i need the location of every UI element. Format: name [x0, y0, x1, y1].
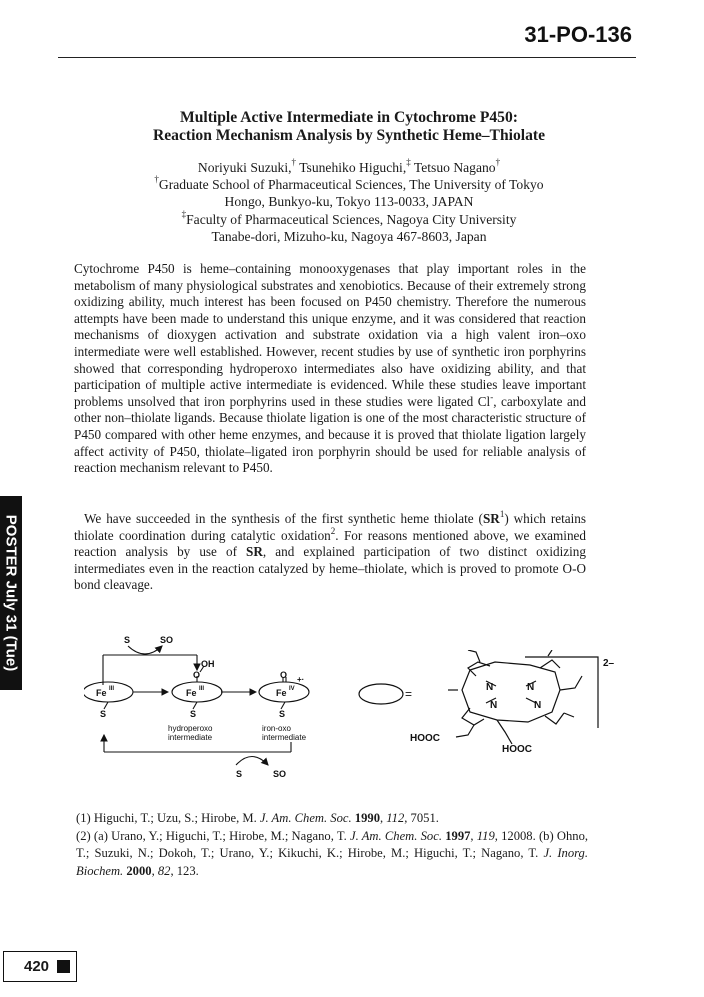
author-3-mark: †: [495, 157, 501, 167]
oh-label: OH: [201, 659, 215, 669]
s-bond-3: [281, 702, 285, 709]
paper-title: [60, 109, 638, 145]
author-2-mark: ‡: [406, 157, 411, 167]
author-2: Tsunehiko Higuchi,: [299, 160, 407, 175]
propionate-2: [497, 720, 512, 744]
fe-label-2: Fe: [186, 688, 197, 698]
affiliation-1-mark: †: [154, 174, 159, 185]
ironoxo-label-1: iron-oxo: [262, 724, 291, 733]
hooc-label-1: HOOC: [410, 733, 440, 744]
fe-ox-2: III: [199, 686, 205, 692]
vinyl-right: [560, 676, 582, 690]
s-bond-2: [193, 702, 197, 709]
heme-ellipse-legend: [359, 684, 403, 704]
affiliation-2-text: Faculty of Pharmaceutical Sciences, Nagoya City University: [186, 211, 517, 227]
p1-text-b: , carboxylate and other non–thiolate ligands. Because thiolate ligation is one of the most characteristic structure of P450 compared with other heme enzymes, and because it is proved that thiolate ligation largely affect activity of P450, thiolate–ligated iron porphyrin should be used for reliable analysis of reaction mechanism relevant to P450.: [74, 393, 586, 476]
ref1-volume: 112: [386, 811, 405, 825]
author-1: Noriyuki Suzuki,: [197, 160, 292, 175]
title-line-1: Multiple Active Intermediate in Cytochrome P450:: [180, 109, 518, 126]
fe-label-1: Fe: [96, 688, 107, 698]
ref2b-volume: 82: [157, 863, 171, 878]
o-label-2: O: [193, 670, 201, 680]
propionate-1: [456, 725, 474, 737]
affiliation-1: [60, 176, 638, 193]
p1-text-a: Cytochrome P450 is heme–containing monooxygenases that play important roles in the metabolism of many physiological substrates and xenobiotics. Because of their extremely strong oxidizing ability, much interest has been focused on P450 chemistry. Therefore the numerous attempts have been made to understand this unique enzyme, and it was considered that reaction mechanisms of dioxygen activation and substrate oxidation via a high valent iron–oxo intermediate were well established. However, recent studies by use of synthetic iron porphyrins showed that corresponding hydroperoxo intermediates also have oxidizing ability, and that participation of multiple active intermediate is evidenced. While these studies leave important problems unsolved that iron porphyrins used in these studies were ligated Cl: [74, 261, 586, 409]
n-label-4: N: [534, 700, 542, 711]
reference-1: (1) Higuchi, T.; Uzu, S.; Hirobe, M. J. Am. Chem. Soc. 1990, 112, 7051.: [76, 811, 439, 825]
reaction-scheme: [84, 622, 344, 782]
p2-text-d: , and explained participation of two distinct oxidizing intermediates even in the reaction catalyzed by heme–thiolate, which is proved to promote O-O bond cleavage.: [74, 544, 586, 593]
scheme-bottom-arc: [236, 757, 268, 766]
pyrrole-bottom-right: [545, 713, 564, 724]
s-bond-1: [104, 702, 108, 709]
ref1-journal: J. Am. Chem. Soc.: [259, 811, 352, 825]
p1-superscript: -: [490, 391, 494, 402]
fe-label-3: Fe: [276, 688, 287, 698]
page-marker-square: [57, 960, 70, 973]
ref2b-year: 2000: [126, 863, 152, 878]
ref2-pages: , 12008. (b) Ohno, T.; Suzuki, N.; Dokoh, T.; Urano, Y.; Kikuchi, K.; Hirobe, M.; Higuchi, T.; Nagano, T.: [76, 828, 589, 860]
bottom-so-label: SO: [273, 769, 287, 779]
pyrrole-bottom-left: [462, 708, 484, 725]
body-paragraph-1: [74, 261, 586, 477]
top-s-label: S: [124, 635, 131, 645]
heme-ellipse-1: [84, 682, 133, 702]
poster-session-tab: [0, 496, 22, 690]
reference-2: (2) (a) Urano, Y.; Higuchi, T.; Hirobe, M.; Nagano, T. J. Am. Chem. Soc. 1997, 119, 12008. (b) Ohno, T.; Suzuki, N.; Dokoh, T.; Urano, Y.; Kikuchi, K.; Hirobe, M.; Higuchi, T.; Nagano, T. J. Inorg. Biochem. 2000, 82, 123.: [76, 828, 589, 878]
p2-text-b: ) which retains thiolate coordination during catalytic oxidation: [74, 511, 586, 543]
ref2-journal: J. Am. Chem. Soc.: [350, 828, 442, 843]
radical-label: +·: [297, 675, 305, 684]
fe-ox-1: III: [109, 686, 115, 692]
p2-sr-2: SR: [246, 544, 263, 560]
affiliation-1-text: Graduate School of Pharmaceutical Sciences, The University of Tokyo: [158, 177, 544, 193]
ref2b-journal: J. Inorg. Biochem.: [76, 846, 588, 878]
vinyl-top: [468, 650, 480, 662]
header-rule: [58, 57, 636, 58]
ref1-year: 1990: [354, 811, 380, 825]
bottom-s-label: S: [236, 769, 243, 779]
ref2-authors: (2) (a) Urano, Y.; Higuchi, T.; Hirobe, M.; Nagano, T.: [76, 828, 350, 843]
poster-session-label: POSTER July 31 (Tue): [2, 514, 20, 672]
body-paragraph-2: [74, 511, 586, 594]
affiliation-2-mark: ‡: [181, 208, 187, 219]
p2-sr-1: SR: [482, 511, 500, 526]
fe-ox-3: IV: [289, 686, 295, 692]
top-so-label: SO: [160, 635, 174, 645]
author-block: [60, 159, 638, 245]
affiliation-2: [60, 208, 638, 228]
address-2: Tanabe-dori, Mizuho-ku, Nagoya 467-8603, Japan: [211, 228, 487, 244]
hydroperoxo-label-1: hydroperoxo: [168, 724, 213, 733]
author-names: [60, 159, 638, 176]
abstract-code: 31-PO-136: [524, 22, 632, 47]
n-label-2: N: [527, 682, 535, 693]
s-label-1: S: [100, 709, 107, 719]
p2-text-a: We have succeeded in the synthesis of the first synthetic heme thiolate (: [84, 511, 483, 526]
n-label-1: N: [486, 682, 494, 693]
title-line-2: Reaction Mechanism Analysis by Synthetic Heme–Thiolate: [153, 127, 545, 144]
ref2-year: 1997: [445, 828, 471, 843]
hooc-label-2: HOOC: [502, 744, 532, 755]
ref1-authors: (1) Higuchi, T.; Uzu, S.; Hirobe, M.: [76, 811, 260, 825]
s-label-2: S: [190, 709, 197, 719]
charge-label: 2–: [603, 658, 615, 669]
porphyrin-ring-outer: [462, 662, 560, 722]
pyrrole-top-right: [540, 660, 560, 668]
methyl-bottom-right: [564, 713, 574, 717]
p2-text-c: . For reasons mentioned above, we examined reaction analysis by use of: [74, 527, 586, 560]
p2-sup-1: 1: [499, 509, 505, 519]
equals-sign: =: [405, 687, 413, 701]
porphyrin-structure: [356, 650, 636, 760]
ref2b-pages: , 123.: [170, 863, 199, 878]
p2-sup-2: 2: [330, 525, 336, 536]
ref2-volume: 119: [476, 828, 495, 843]
author-3: Tetsuo Nagano: [413, 160, 496, 175]
ref1-pages: , 7051.: [404, 811, 439, 825]
author-1-mark: †: [291, 157, 297, 167]
methyl-top-right: [548, 650, 552, 656]
s-label-3: S: [279, 709, 286, 719]
hydroperoxo-label-2: intermediate: [168, 733, 213, 742]
references: [76, 810, 588, 880]
scheme-top-arc: [128, 646, 162, 654]
address-1: Hongo, Bunkyo-ku, Tokyo 113-0033, JAPAN: [224, 194, 474, 210]
o-label-3: O: [280, 670, 288, 680]
ironoxo-label-2: intermediate: [262, 733, 307, 742]
page-number: 420: [24, 958, 50, 975]
n-label-3: N: [490, 700, 498, 711]
heme-ellipse-2: [172, 682, 222, 702]
